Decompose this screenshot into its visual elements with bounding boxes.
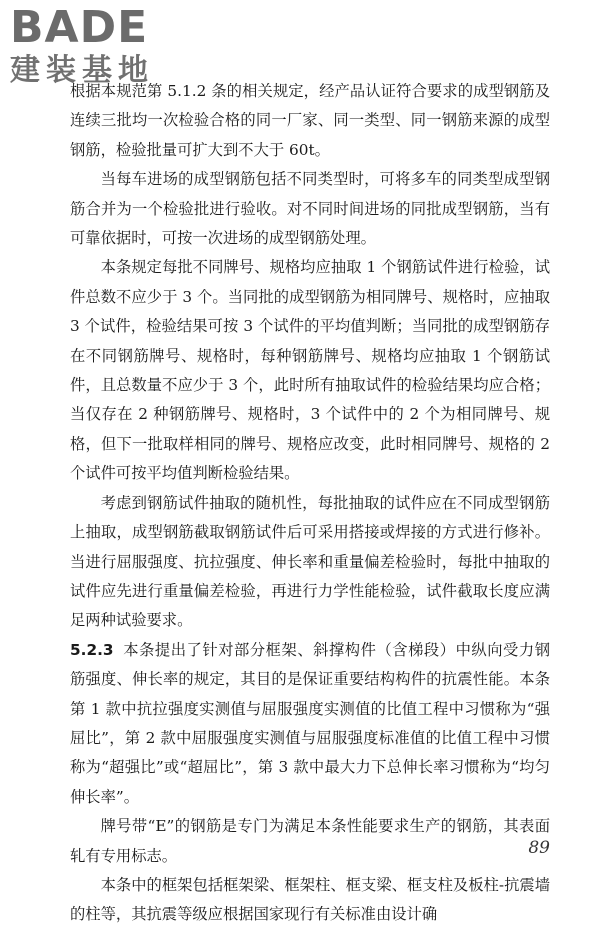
- clause-5-2-3: 5.2.3 本条提出了针对部分框架、斜撑构件（含梯段）中纵向受力钢筋强度、伸长率的规定，其目的是保证重要结构构件的抗震性能。本条第 1 款中抗拉强度实测值与屈服强度实测值的比值工程中习惯称为“强屈比”，第 2 款中屈服强度实测值与屈服强度标准值的比值工程中习惯称为“超强比”或“超屈比”，第 3 款中最大力下总伸长率习惯称为“均匀伸长率”。: [70, 640, 550, 806]
- paragraph-4: 考虑到钢筋试件抽取的随机性，每批抽取的试件应在不同成型钢筋上抽取，成型钢筋截取钢筋试件后可采用搭接或焊接的方式进行修补。当进行屈服强度、抗拉强度、伸长率和重量偏差检验时，每批中抽取的试件应先进行重量偏差检验，再进行力学性能检验，试件截取长度应满足两种试验要求。: [70, 493, 550, 630]
- paragraph-7: 本条中的框架包括框架梁、框架柱、框支梁、框支柱及板柱-抗震墙的柱等，其抗震等级应根据国家现行有关标准由设计确: [70, 875, 550, 924]
- page-number: 89: [528, 838, 550, 858]
- body-text: [70, 77, 550, 930]
- paragraph-1: 根据本规范第 5.1.2 条的相关规定，经产品认证符合要求的成型钢筋及连续三批均一次检验合格的同一厂家、同一类型、同一钢筋来源的成型钢筋，检验批量可扩大到不大于 60t。: [70, 82, 550, 159]
- brand-logo: [10, 2, 175, 92]
- paragraph-6: 牌号带“E”的钢筋是专门为满足本条性能要求生产的钢筋，其表面轧有专用标志。: [70, 817, 550, 865]
- clause-number: 5.2.3: [70, 640, 114, 659]
- paragraph-2: 当每车进场的成型钢筋包括不同类型时，可将多车的同类型成型钢筋合并为一个检验批进行验收。对不同时间进场的同批成型钢筋，当有可靠依据时，可按一次进场的成型钢筋处理。: [70, 170, 550, 248]
- logo-wordmark: BADE: [10, 2, 149, 53]
- paragraph-3: 本条规定每批不同牌号、规格均应抽取 1 个钢筋试件进行检验，试件总数不应少于 3 个。当同批的成型钢筋为相同牌号、规格时，应抽取 3 个试件，检验结果可按 3 个试件的平均值判断；当同批的成型钢筋存在不同钢筋牌号、规格时，每种钢筋牌号、规格均应抽取 1 个钢筋试件，且总数量不应少于 3 个，此时所有抽取试件的检验结果均应合格；当仅存在 2 种钢筋牌号、规格时，3 个试件中的 2 个为相同牌号、规格，但下一批取样相同的牌号、规格应改变，此时相同牌号、规格的 2 个试件可按平均值判断检验结果。: [70, 258, 550, 483]
- logo-subtitle: 建装基地: [10, 53, 154, 88]
